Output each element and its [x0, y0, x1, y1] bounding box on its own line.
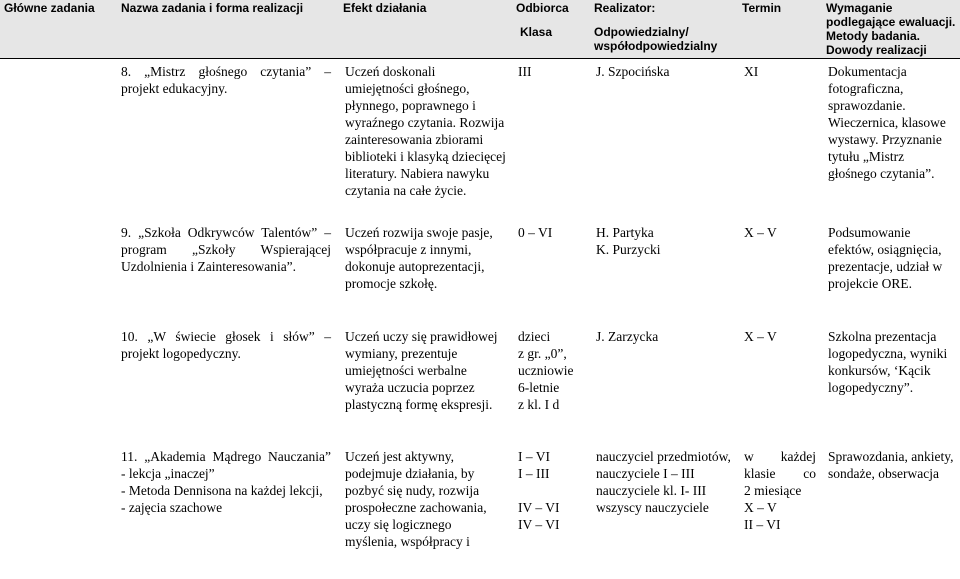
executor-cell	[590, 218, 738, 322]
term-line: II – VI	[744, 517, 781, 532]
term-cell	[738, 440, 822, 566]
task-name-line: - lekcja „inaczej”	[121, 466, 215, 481]
recipient-line: I – III	[518, 466, 550, 481]
effect-cell: Uczeń uczy się prawidłowej wymiany, prezentuje umiejętności werbalne wyraża uczucia poprzez plastyczną formę ekspresji.	[339, 322, 512, 440]
task-name-cell: 10. „W świecie głosek i słów” – projekt logopedyczny.	[0, 322, 339, 440]
effect-cell: Uczeń rozwija swoje pasje, współpracuje z innymi, dokonuje autoprezentacji, promocje szkołę.	[339, 218, 512, 322]
task-name-cell	[0, 440, 339, 566]
executor-line: H. Partyka	[596, 225, 654, 240]
header-executor	[590, 0, 738, 59]
header-effect: Efekt działania	[339, 0, 512, 59]
recipient-line: z kl. I d	[518, 397, 560, 412]
table-row	[0, 59, 960, 219]
executor-line: nauczyciel przedmiotów,	[596, 449, 731, 464]
effect-cell: Uczeń doskonali umiejętności głośnego, płynnego, poprawnego i wyraźnego czytania. Rozwija zainteresowania zbiorami biblioteki i klasyką dziecięcej literatury. Nabiera nawyku czytania na całe życie.	[339, 59, 512, 219]
recipient-line: IV – VI	[518, 500, 560, 515]
header-recipient	[512, 0, 590, 59]
term-cell: X – V	[738, 322, 822, 440]
recipient-line	[518, 482, 584, 499]
executor-cell	[590, 440, 738, 566]
header-executor-sub: Odpowiedzialny/ współodpowiedzialny	[594, 25, 718, 53]
task-name-cell: 8. „Mistrz głośnego czytania” – projekt edukacyjny.	[0, 59, 339, 219]
task-name-cell: 9. „Szkoła Odkrywców Talentów” – program „Szkoły Wspierającej Uzdolnienia i Zainteresowania”.	[0, 218, 339, 322]
executor-line: nauczyciele kl. I- III	[596, 483, 707, 498]
recipient-cell	[512, 322, 590, 440]
evidence-cell: Sprawozdania, ankiety, sondaże, obserwacja	[822, 440, 960, 566]
evidence-cell: Dokumentacja fotograficzna, sprawozdanie. Wieczernica, klasowe wystawy. Przyznanie tytułu „Mistrz głośnego czytania”.	[822, 59, 960, 219]
header-executor-label: Realizator:	[594, 1, 656, 15]
header-term: Termin	[738, 0, 822, 59]
executor-cell: J. Szpocińska	[590, 59, 738, 219]
table-row	[0, 218, 960, 322]
executor-line: K. Purzycki	[596, 242, 661, 257]
evidence-cell: Szkolna prezentacja logopedyczna, wyniki konkursów, ‘Kącik logopedyczny”.	[822, 322, 960, 440]
table-row	[0, 322, 960, 440]
recipient-cell: 0 – VI	[512, 218, 590, 322]
executor-cell: J. Zarzycka	[590, 322, 738, 440]
recipient-line: uczniowie	[518, 363, 574, 378]
recipient-cell	[512, 440, 590, 566]
term-cell: XI	[738, 59, 822, 219]
task-name-line: - Metoda Dennisona na każdej lekcji,	[121, 483, 323, 498]
recipient-line: IV – VI	[518, 517, 560, 532]
header-task-name: Nazwa zadania i forma realizacji	[117, 0, 339, 59]
table-row	[0, 440, 960, 566]
term-line: X – V	[744, 500, 777, 515]
recipient-line: I – VI	[518, 449, 550, 464]
task-name-line: - zajęcia szachowe	[121, 500, 223, 515]
recipient-line: z gr. „0”,	[518, 346, 567, 361]
term-line: w każdej klasie co	[744, 449, 816, 481]
header-recipient-label: Odbiorca	[516, 1, 569, 15]
executor-line: wszyscy nauczyciele	[596, 500, 709, 515]
effect-cell: Uczeń jest aktywny, podejmuje działania, by pozbyć się nudy, rozwija prospołeczne zachowania, uczy się logicznego myślenia, współpracy i	[339, 440, 512, 566]
header-main-tasks: Główne zadania	[0, 0, 117, 59]
executor-line: nauczyciele I – III	[596, 466, 695, 481]
recipient-line: 6-letnie	[518, 380, 560, 395]
term-cell: X – V	[738, 218, 822, 322]
term-line: 2 miesiące	[744, 483, 802, 498]
evidence-cell: Podsumowanie efektów, osiągnięcia, prezentacje, udział w projekcie ORE.	[822, 218, 960, 322]
header-row	[0, 0, 960, 59]
header-recipient-sub: Klasa	[520, 25, 553, 39]
recipient-line: dzieci	[518, 329, 551, 344]
task-name-line: 11. „Akademia Mądrego Nauczania”	[121, 449, 331, 464]
recipient-cell: III	[512, 59, 590, 219]
header-requirements: Wymaganie podlegające ewaluacji. Metody badania. Dowody realizacji	[822, 0, 960, 59]
